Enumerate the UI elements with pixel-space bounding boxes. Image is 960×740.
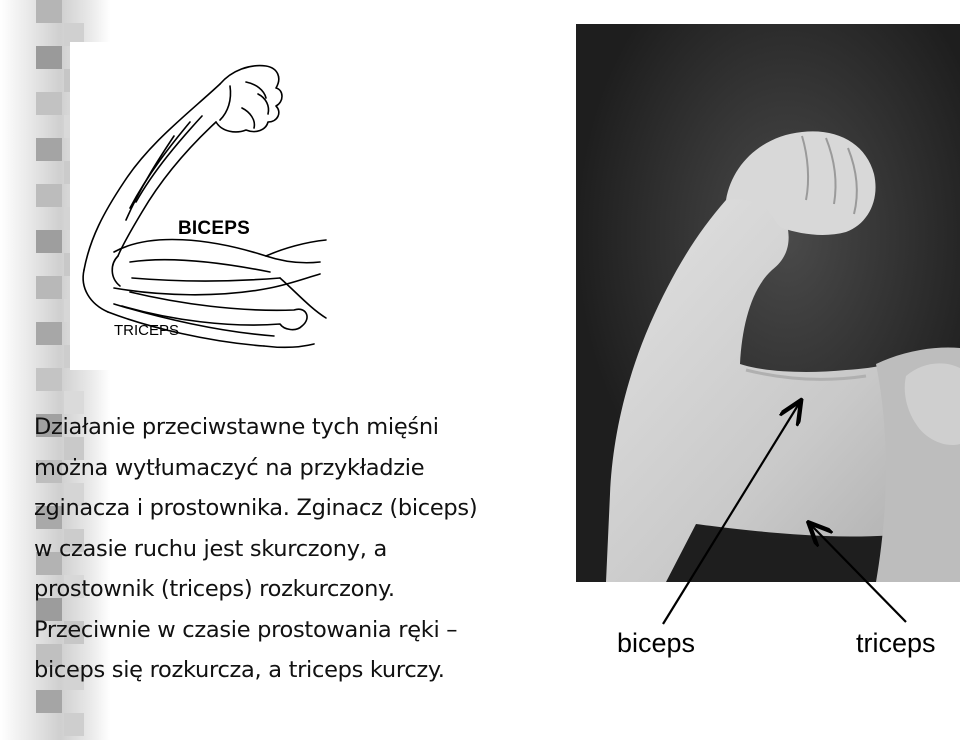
flexed-arm-photo: [576, 24, 960, 582]
arm-anatomy-illustration: [70, 42, 330, 370]
arm-muscle-drawing: [70, 42, 330, 370]
triceps-diagram-label: TRICEPS: [114, 322, 180, 339]
explanation-paragraph: [34, 407, 574, 691]
paragraph-line: prostownik (triceps) rozkurczony.: [34, 576, 395, 602]
paragraph-line: biceps się rozkurcza, a triceps kurczy.: [34, 657, 445, 683]
paragraph-line: można wytłumaczyć na przykładzie: [34, 454, 425, 481]
flexed-arm-figure: [576, 24, 960, 582]
paragraph-line: Przeciwnie w czasie prostowania ręki –: [34, 616, 458, 643]
triceps-photo-caption: triceps: [856, 628, 936, 658]
biceps-diagram-label: BICEPS: [178, 218, 250, 239]
paragraph-line: zginacza i prostownika. Zginacz (biceps): [34, 495, 478, 521]
paragraph-line: w czasie ruchu jest skurczony, a: [34, 535, 387, 562]
paragraph-line: Działanie przeciwstawne tych mięśni: [34, 414, 439, 440]
biceps-photo-caption: biceps: [617, 628, 696, 658]
